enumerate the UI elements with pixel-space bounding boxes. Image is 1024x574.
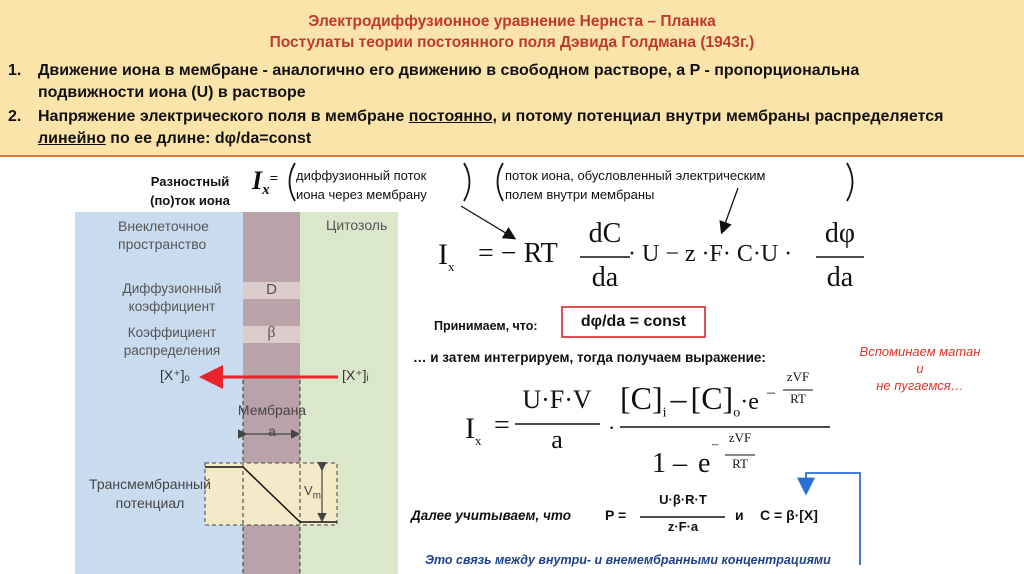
eq2-den-exp-num: zVF bbox=[728, 430, 752, 445]
postulate-1-number: 1. bbox=[8, 62, 22, 79]
diffusion-coefficient-label: Диффузионный коэффициент bbox=[122, 281, 222, 314]
p-denominator: z·F·a bbox=[667, 519, 699, 534]
further-text: Далее учитываем, что bbox=[411, 508, 571, 523]
eq1-da-1: da bbox=[591, 262, 619, 293]
and-word: и bbox=[735, 507, 744, 523]
membrane-width-label: a bbox=[268, 423, 276, 439]
eq2-den-one: 1 – bbox=[652, 448, 687, 479]
p-numerator: U·β·R·T bbox=[659, 492, 707, 507]
eq2-a: a bbox=[551, 425, 563, 454]
cytosol-label: Цитозоль bbox=[326, 217, 388, 233]
eq1-dc: dC bbox=[588, 218, 622, 249]
partition-symbol: β bbox=[267, 324, 276, 341]
postulate-2-number: 2. bbox=[8, 108, 22, 125]
assume-box: dφ/da = const bbox=[561, 306, 706, 338]
title-line-2: Постулаты теории постоянного поля Дэвида Голдмана (1943г.) bbox=[269, 34, 755, 51]
ix-symbol: Ix= bbox=[252, 166, 279, 198]
postulate-1-line-2: подвижности иона (U) в растворе bbox=[38, 84, 306, 101]
postulate-2-line-1: Напряжение электрического поля в мембране постоянно, и потому потенциал внутри мембраны распределяется bbox=[38, 108, 944, 125]
extracellular-label: Внеклеточное пространство bbox=[118, 218, 209, 252]
diffusion-symbol: D bbox=[266, 281, 277, 298]
brace-close-1 bbox=[464, 163, 470, 201]
inner-concentration-label: [X⁺]ᵢ bbox=[342, 367, 369, 383]
eq2-exp-num: zVF bbox=[786, 369, 810, 384]
outer-concentration-label: [X⁺]ₒ bbox=[160, 367, 190, 383]
postulate-1-line-1: Движение иона в мембране - аналогично его движению в свободном растворе, а P - пропорциональна bbox=[38, 62, 860, 79]
diffusion-flux-brace-text: диффузионный поток иона через мембрану bbox=[296, 168, 427, 202]
p-equals: P = bbox=[605, 507, 627, 523]
postulate-2-line-2: линейно по ее длине: dφ/da=const bbox=[38, 130, 312, 147]
integrate-text: … и затем интегрируем, тогда получаем выражение: bbox=[413, 350, 766, 365]
eq1-dphi: dφ bbox=[824, 218, 856, 249]
eq2-ix: $I_x$ bbox=[465, 412, 482, 448]
eq2-ufv: U·F·V bbox=[522, 385, 592, 414]
title-line-1: Электродиффузионное уравнение Нернста – Планка bbox=[308, 13, 716, 30]
eq2-numerator: $[C]_i - [C]_o\cdot e$ bbox=[620, 380, 759, 421]
c-equals: C = β·[X] bbox=[760, 507, 818, 523]
eq1-minus-rt: = − RT bbox=[478, 238, 558, 269]
eq1-ix: $I_x$ bbox=[438, 238, 455, 274]
footer-note: Это связь между внутри- и внемембранными концентрациями bbox=[425, 553, 831, 567]
membrane-label: Мембрана bbox=[237, 402, 307, 418]
eq2-exp-sign: – bbox=[767, 384, 775, 401]
blue-link-arrow bbox=[806, 473, 860, 565]
flux-label: Разностный (по)ток иона bbox=[150, 174, 230, 208]
eq1-da-2: da bbox=[826, 262, 854, 293]
eq2-den-exp-sign: – bbox=[712, 436, 719, 451]
matan-note: Вспоминаем матан и не пугаемся… bbox=[859, 344, 981, 393]
eq2-equals: = bbox=[494, 410, 510, 441]
arrow-to-diffusion-term bbox=[461, 206, 514, 238]
brace-open-2 bbox=[498, 163, 504, 201]
transmembrane-potential-label: Трансмембранный потенциал bbox=[89, 476, 211, 511]
eq2-dot: · bbox=[608, 415, 616, 440]
potential-slope bbox=[243, 467, 300, 522]
assume-label: Принимаем, что: bbox=[434, 319, 538, 333]
brace-open-1 bbox=[290, 163, 296, 201]
membrane-potential-symbol: $V_m$ bbox=[304, 483, 322, 502]
eq2-den-exp-den: RT bbox=[732, 456, 748, 471]
eq2-exp-den: RT bbox=[790, 391, 806, 406]
partition-coefficient-label: Коэффициент распределения bbox=[123, 325, 221, 358]
brace-close-2 bbox=[847, 163, 853, 201]
arrow-to-electric-term bbox=[722, 188, 738, 232]
electric-flux-brace-text: поток иона, обусловленный электрическим полем внутри мембраны bbox=[505, 168, 766, 202]
eq1-middle-term: · U − z ·F· C·U · bbox=[628, 241, 793, 267]
eq2-den-e: e bbox=[698, 448, 711, 479]
